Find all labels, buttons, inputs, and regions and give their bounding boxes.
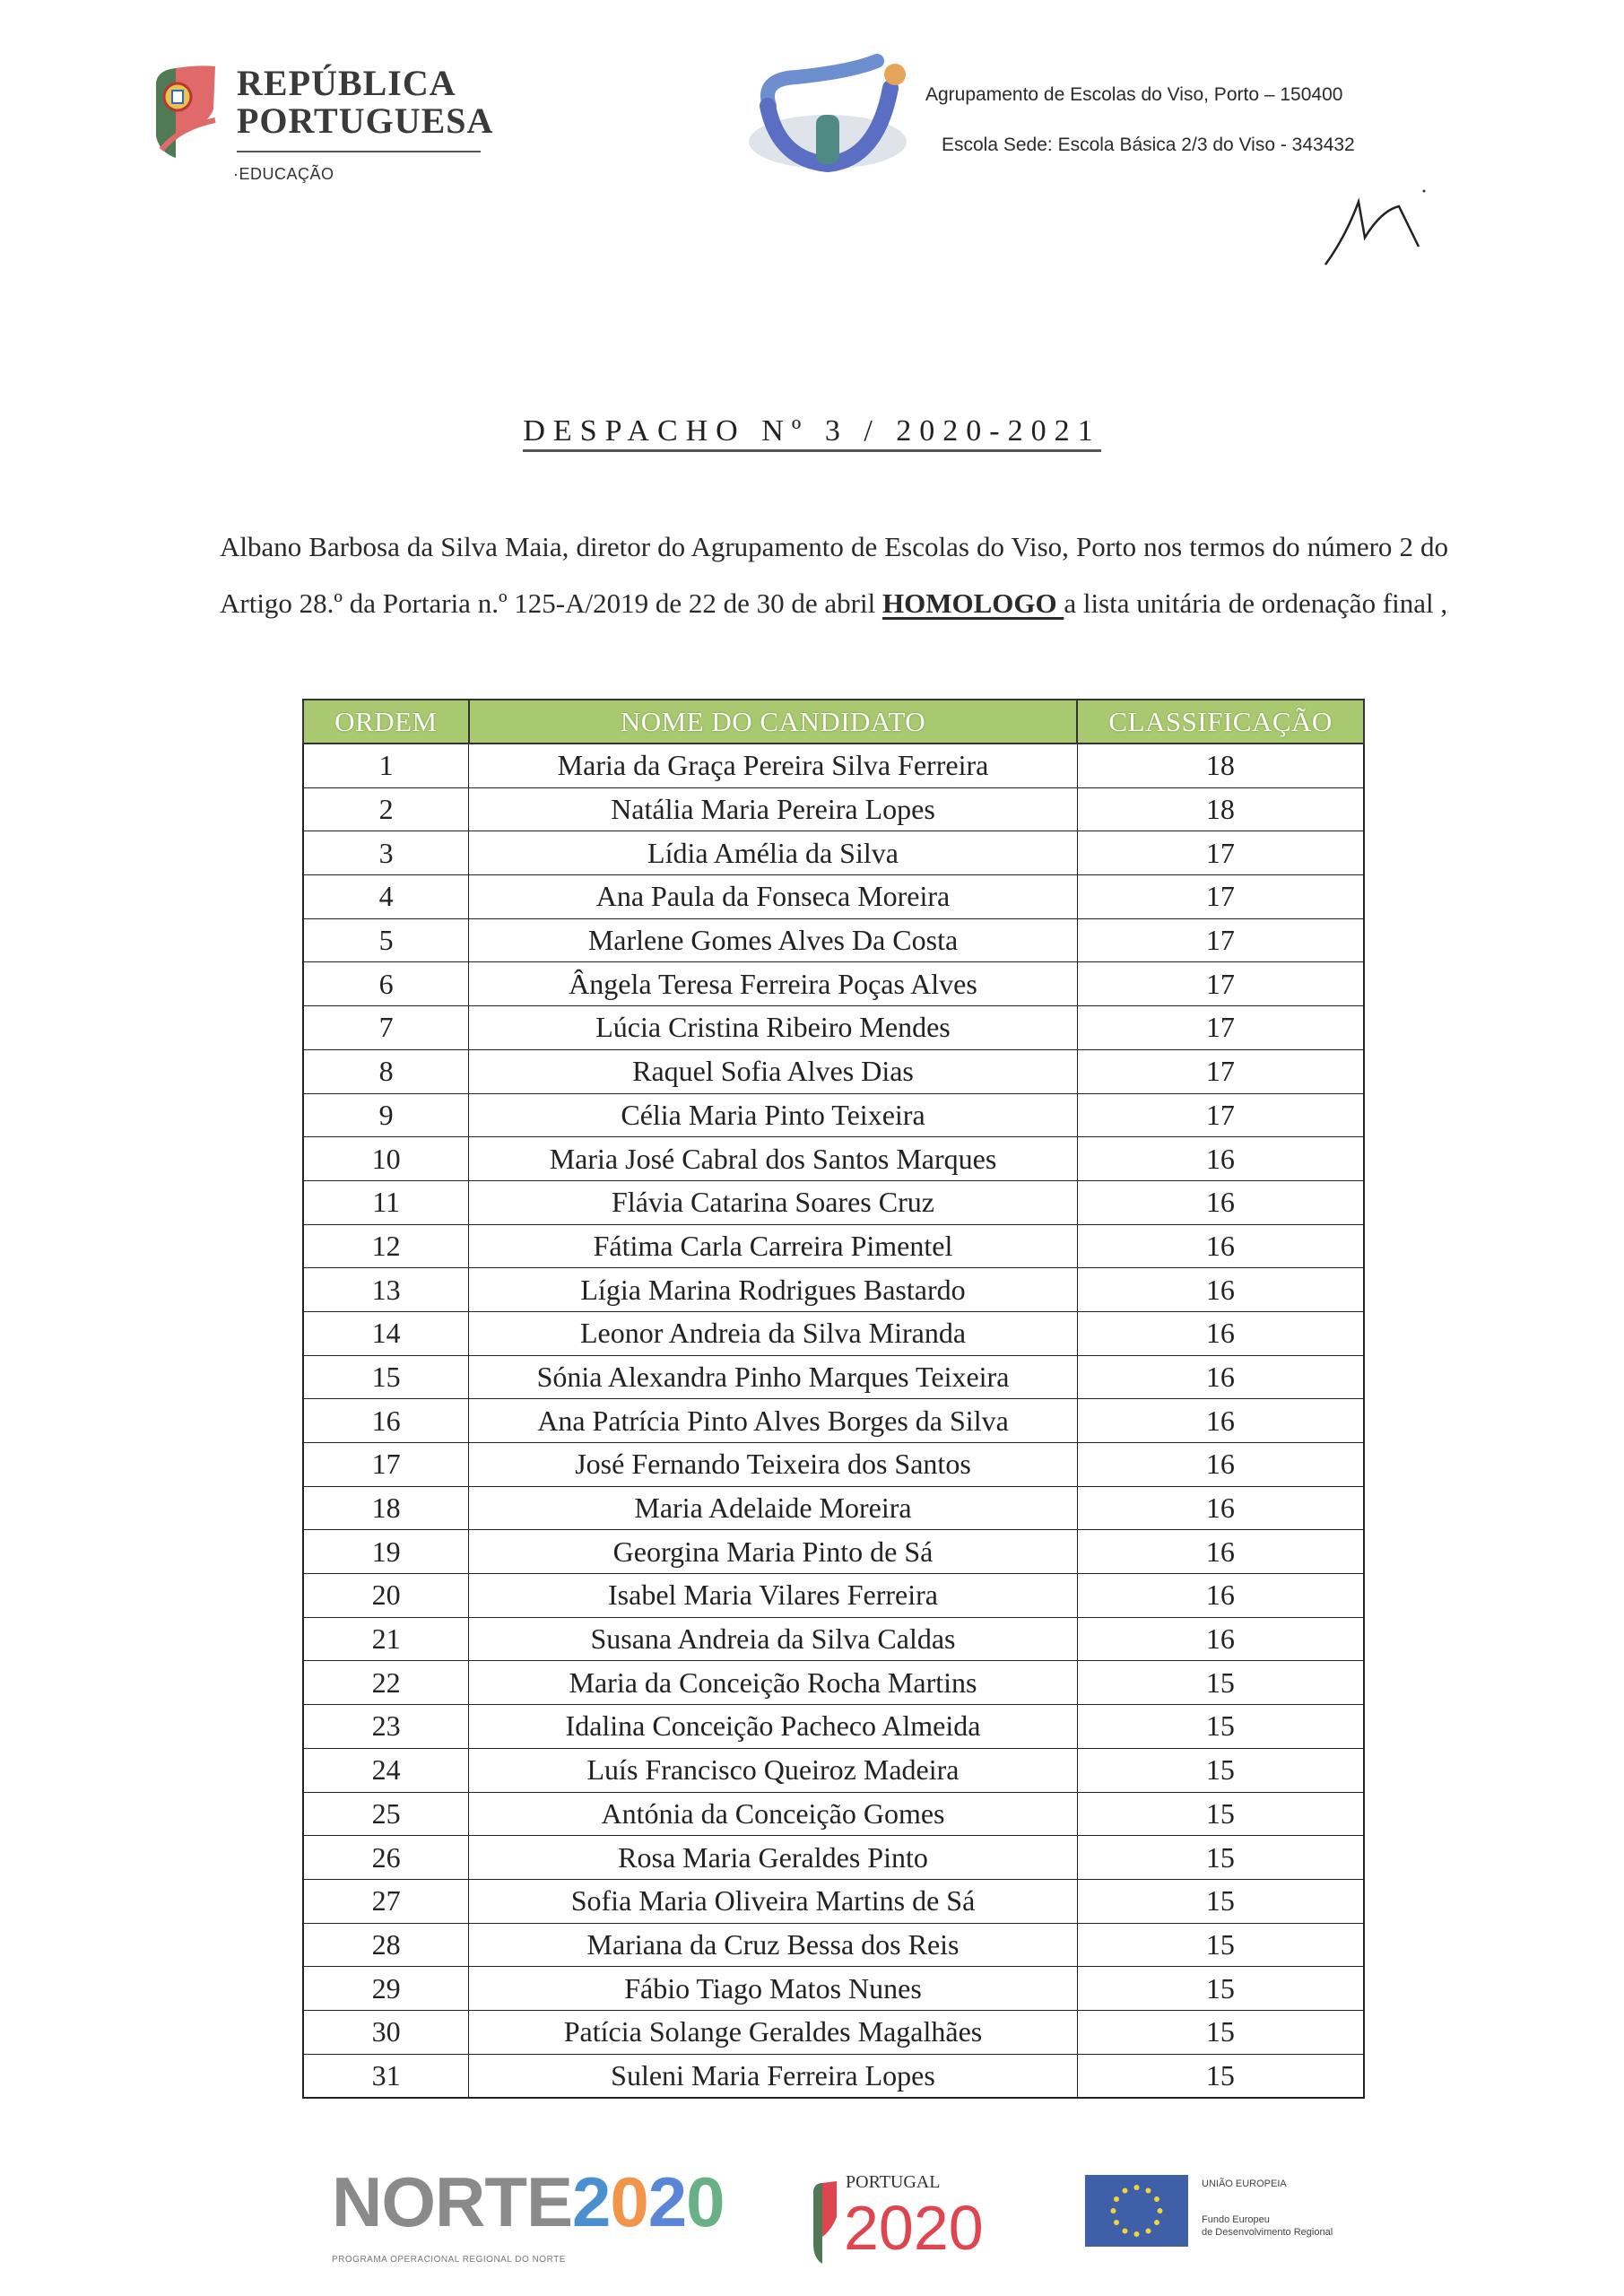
classificacao-cell: 16 — [1077, 1617, 1364, 1661]
nome-cell: Sónia Alexandra Pinho Marques Teixeira — [469, 1355, 1077, 1399]
nome-cell: Idalina Conceição Pacheco Almeida — [469, 1705, 1077, 1749]
nome-cell: Isabel Maria Vilares Ferreira — [469, 1574, 1077, 1618]
ordem-cell: 13 — [303, 1268, 469, 1312]
classificacao-cell: 18 — [1077, 744, 1364, 787]
table-row — [303, 1923, 1364, 1967]
table-row — [303, 1530, 1364, 1574]
nome-cell: Maria da Conceição Rocha Martins — [469, 1661, 1077, 1705]
republica-portuguesa-logo — [152, 65, 529, 199]
nome-cell: Susana Andreia da Silva Caldas — [469, 1617, 1077, 1661]
paragraph-ending: a lista unitária de ordenação final , — [1064, 587, 1448, 619]
table-row — [303, 1399, 1364, 1443]
school-name: Agrupamento de Escolas do Viso, Porto – 150400 — [925, 84, 1343, 105]
classificacao-cell: 17 — [1077, 1049, 1364, 1093]
table-row — [303, 918, 1364, 962]
table-row — [303, 1311, 1364, 1355]
classificacao-cell: 15 — [1077, 2010, 1364, 2054]
nome-cell: Natália Maria Pereira Lopes — [469, 787, 1077, 831]
eu-flag-icon — [1085, 2175, 1188, 2247]
ordem-cell: 9 — [303, 1093, 469, 1137]
nome-cell: Antónia da Conceição Gomes — [469, 1792, 1077, 1836]
ordem-cell: 31 — [303, 2054, 469, 2098]
nome-cell: Raquel Sofia Alves Dias — [469, 1049, 1077, 1093]
wordmark-line-1: REPÚBLICA — [237, 63, 456, 103]
table-body — [303, 744, 1364, 2098]
despacho-paragraph — [220, 518, 1448, 631]
classificacao-cell: 15 — [1077, 2054, 1364, 2098]
ordem-cell: 14 — [303, 1311, 469, 1355]
table-row — [303, 787, 1364, 831]
nome-cell: Maria da Graça Pereira Silva Ferreira — [469, 744, 1077, 787]
ordem-cell: 21 — [303, 1617, 469, 1661]
table-row — [303, 1355, 1364, 1399]
portuguese-flag-icon — [152, 65, 217, 159]
ordem-cell: 15 — [303, 1355, 469, 1399]
column-header-classificacao: CLASSIFICAÇÃO — [1077, 700, 1364, 744]
table-row — [303, 1180, 1364, 1224]
homologo-emphasis: HOMOLOGO — [881, 587, 1064, 619]
nome-cell: Lígia Marina Rodrigues Bastardo — [469, 1268, 1077, 1312]
classificacao-cell: 16 — [1077, 1399, 1364, 1443]
column-header-ordem: ORDEM — [303, 700, 469, 744]
ordem-cell: 27 — [303, 1879, 469, 1923]
ordem-cell: 18 — [303, 1486, 469, 1530]
nome-cell: Sofia Maria Oliveira Martins de Sá — [469, 1879, 1077, 1923]
nome-cell: Lídia Amélia da Silva — [469, 831, 1077, 875]
ordem-cell: 7 — [303, 1006, 469, 1050]
classificacao-cell: 15 — [1077, 1836, 1364, 1880]
norte-2020-wordmark — [332, 2161, 725, 2243]
table-row — [303, 1661, 1364, 1705]
table-row — [303, 1006, 1364, 1050]
nome-cell: Suleni Maria Ferreira Lopes — [469, 2054, 1077, 2098]
classificacao-cell: 16 — [1077, 1268, 1364, 1312]
table-row — [303, 1093, 1364, 1137]
table-row — [303, 1836, 1364, 1880]
classificacao-cell: 15 — [1077, 1923, 1364, 1967]
nome-cell: Ana Patrícia Pinto Alves Borges da Silva — [469, 1399, 1077, 1443]
document-title-text: DESPACHO Nº 3 / 2020-2021 — [523, 414, 1100, 452]
ordem-cell: 4 — [303, 875, 469, 919]
table-row — [303, 2054, 1364, 2098]
table-row — [303, 1224, 1364, 1268]
ordem-cell: 25 — [303, 1792, 469, 1836]
ordem-cell: 24 — [303, 1748, 469, 1792]
nome-cell: Luís Francisco Queiroz Madeira — [469, 1748, 1077, 1792]
ordem-cell: 28 — [303, 1923, 469, 1967]
nome-cell: Patícia Solange Geraldes Magalhães — [469, 2010, 1077, 2054]
table-row — [303, 1574, 1364, 1618]
classificacao-cell: 16 — [1077, 1443, 1364, 1487]
classificacao-cell: 16 — [1077, 1180, 1364, 1224]
republica-portuguesa-wordmark — [237, 65, 493, 140]
ordem-cell: 8 — [303, 1049, 469, 1093]
document-title — [0, 414, 1624, 448]
nome-cell: Ângela Teresa Ferreira Poças Alves — [469, 962, 1077, 1006]
nome-cell: Célia Maria Pinto Teixeira — [469, 1093, 1077, 1137]
ordem-cell: 12 — [303, 1224, 469, 1268]
eu-title: UNIÃO EUROPEIA — [1202, 2179, 1287, 2189]
table-header-row — [303, 700, 1364, 744]
table-row — [303, 1705, 1364, 1749]
nome-cell: Fátima Carla Carreira Pimentel — [469, 1224, 1077, 1268]
classificacao-cell: 16 — [1077, 1224, 1364, 1268]
ordem-cell: 30 — [303, 2010, 469, 2054]
ordem-cell: 10 — [303, 1137, 469, 1181]
classificacao-cell: 17 — [1077, 831, 1364, 875]
nome-cell: José Fernando Teixeira dos Santos — [469, 1443, 1077, 1487]
classificacao-cell: 16 — [1077, 1355, 1364, 1399]
ordem-cell: 20 — [303, 1574, 469, 1618]
ordem-cell: 1 — [303, 744, 469, 787]
norte-word: NORTE — [332, 2162, 572, 2241]
table-row — [303, 1137, 1364, 1181]
table-row — [303, 2010, 1364, 2054]
classificacao-cell: 16 — [1077, 1311, 1364, 1355]
school-headquarters: Escola Sede: Escola Básica 2/3 do Viso - 343432 — [942, 135, 1355, 155]
classificacao-cell: 15 — [1077, 1792, 1364, 1836]
portugal-2020-year: 2020 — [844, 2193, 984, 2263]
classificacao-cell: 17 — [1077, 918, 1364, 962]
paragraph-intro: Albano Barbosa da Silva Maia, diretor do Agrupamento de Escolas do Viso, Porto nos termos do número 2 do Artigo 28.º da Portaria n.º 125-A/2019 de 22 de 30 de abril — [220, 531, 1448, 619]
nome-cell: Marlene Gomes Alves Da Costa — [469, 918, 1077, 962]
classificacao-cell: 17 — [1077, 1093, 1364, 1137]
table-row — [303, 1268, 1364, 1312]
ordem-cell: 19 — [303, 1530, 469, 1574]
ordem-cell: 22 — [303, 1661, 469, 1705]
table-row — [303, 1792, 1364, 1836]
ordem-cell: 11 — [303, 1180, 469, 1224]
nome-cell: Ana Paula da Fonseca Moreira — [469, 875, 1077, 919]
norte-2020-logo — [332, 2161, 762, 2269]
ordem-cell: 17 — [303, 1443, 469, 1487]
portugal-2020-label: PORTUGAL — [846, 2172, 941, 2192]
eu-fund-line-1: Fundo Europeu — [1202, 2214, 1270, 2225]
norte-year: 2020 — [572, 2162, 725, 2241]
classificacao-cell: 15 — [1077, 1705, 1364, 1749]
portugal-2020-flag-icon — [812, 2181, 838, 2264]
ordem-cell: 5 — [303, 918, 469, 962]
ordem-cell: 29 — [303, 1967, 469, 2011]
table-row — [303, 1443, 1364, 1487]
table-row — [303, 831, 1364, 875]
eu-fund-line-2: de Desenvolvimento Regional — [1202, 2227, 1333, 2238]
norte-subtitle: PROGRAMA OPERACIONAL REGIONAL DO NORTE — [332, 2255, 566, 2265]
signature-initials — [1318, 184, 1435, 269]
ordem-cell: 16 — [303, 1399, 469, 1443]
ordem-cell: 23 — [303, 1705, 469, 1749]
table-row — [303, 1748, 1364, 1792]
classificacao-cell: 16 — [1077, 1530, 1364, 1574]
classificacao-cell: 17 — [1077, 875, 1364, 919]
nome-cell: Leonor Andreia da Silva Miranda — [469, 1311, 1077, 1355]
eu-fund-logo — [1085, 2166, 1381, 2256]
nome-cell: Rosa Maria Geraldes Pinto — [469, 1836, 1077, 1880]
nome-cell: Maria Adelaide Moreira — [469, 1486, 1077, 1530]
ministry-label: ·EDUCAÇÃO — [233, 165, 334, 183]
nome-cell: Flávia Catarina Soares Cruz — [469, 1180, 1077, 1224]
portugal-2020-logo — [812, 2170, 1045, 2269]
classificacao-cell: 16 — [1077, 1486, 1364, 1530]
classificacao-cell: 17 — [1077, 962, 1364, 1006]
classificacao-cell: 15 — [1077, 1748, 1364, 1792]
table-row — [303, 744, 1364, 787]
table-row — [303, 1879, 1364, 1923]
classificacao-cell: 15 — [1077, 1661, 1364, 1705]
nome-cell: Mariana da Cruz Bessa dos Reis — [469, 1923, 1077, 1967]
school-logo-icon — [743, 52, 913, 178]
ordem-cell: 3 — [303, 831, 469, 875]
table-row — [303, 1486, 1364, 1530]
classificacao-cell: 16 — [1077, 1137, 1364, 1181]
ordem-cell: 26 — [303, 1836, 469, 1880]
ranking-table — [302, 699, 1365, 2099]
ordem-cell: 6 — [303, 962, 469, 1006]
table-row — [303, 962, 1364, 1006]
table-row — [303, 1967, 1364, 2011]
wordmark-line-2: PORTUGUESA — [237, 100, 494, 141]
nome-cell: Maria José Cabral dos Santos Marques — [469, 1137, 1077, 1181]
classificacao-cell: 15 — [1077, 1879, 1364, 1923]
classificacao-cell: 18 — [1077, 787, 1364, 831]
column-header-nome: NOME DO CANDIDATO — [469, 700, 1077, 744]
classificacao-cell: 15 — [1077, 1967, 1364, 2011]
logo-divider — [237, 151, 481, 152]
classificacao-cell: 16 — [1077, 1574, 1364, 1618]
table-row — [303, 1049, 1364, 1093]
classificacao-cell: 17 — [1077, 1006, 1364, 1050]
nome-cell: Georgina Maria Pinto de Sá — [469, 1530, 1077, 1574]
ordem-cell: 2 — [303, 787, 469, 831]
nome-cell: Lúcia Cristina Ribeiro Mendes — [469, 1006, 1077, 1050]
table-row — [303, 1617, 1364, 1661]
table-row — [303, 875, 1364, 919]
nome-cell: Fábio Tiago Matos Nunes — [469, 1967, 1077, 2011]
